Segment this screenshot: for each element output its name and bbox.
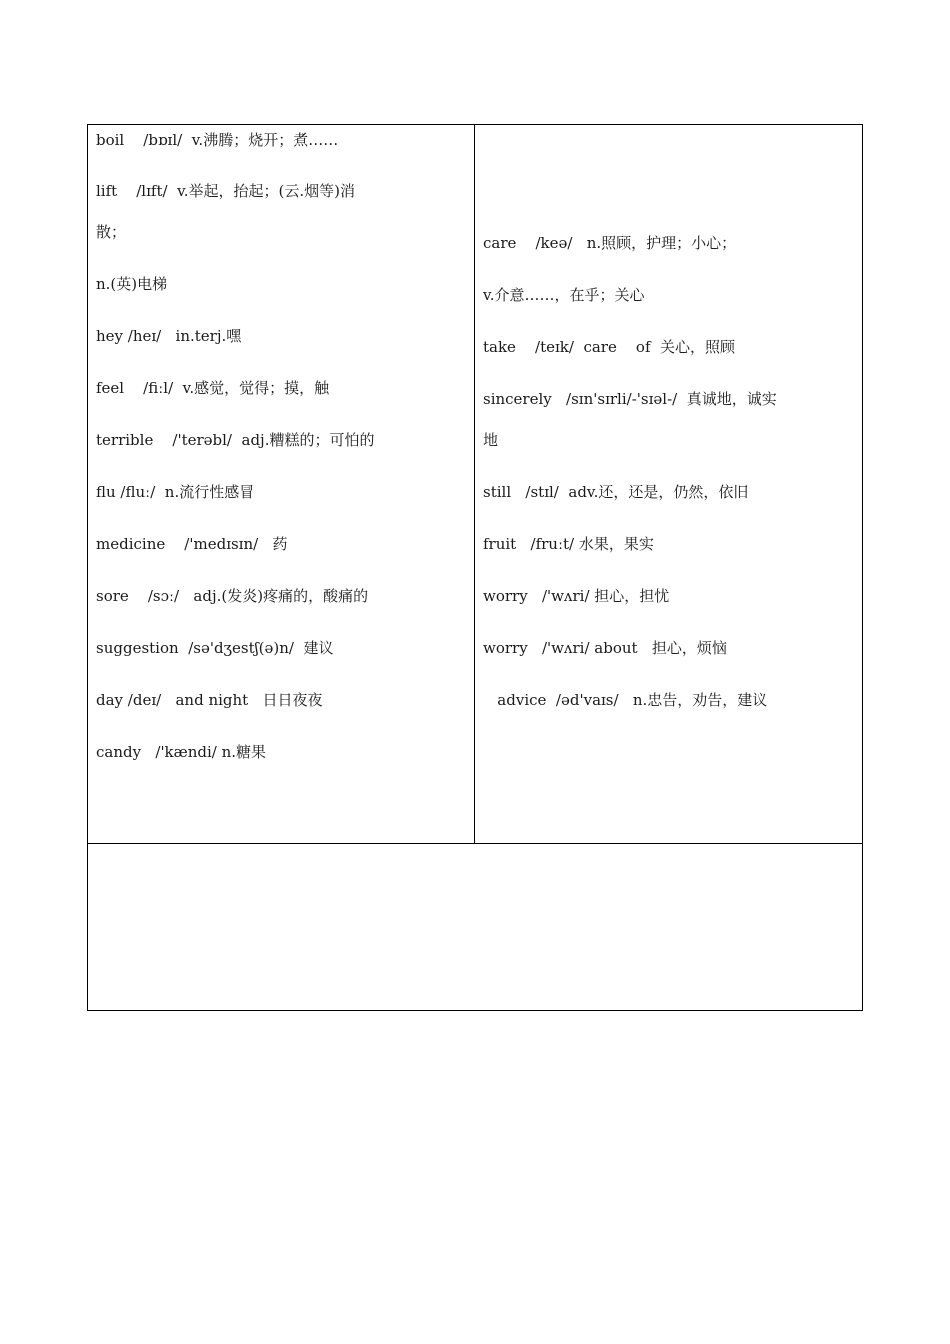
vocab-entry-care: care /keə/ n.照顾，护理；小心； bbox=[483, 234, 737, 252]
vocab-entry-sincerely-cont: 地 bbox=[483, 431, 499, 449]
vocab-entry-flu: flu /fluː/ n.流行性感冒 bbox=[96, 483, 255, 501]
vocab-entry-take-care-of: take /teɪk/ care of 关心，照顾 bbox=[483, 338, 736, 356]
vocab-entry-worry: worry /'wʌri/ 担心，担忧 bbox=[483, 587, 670, 605]
vocab-entry-suggestion: suggestion /sə'dʒestʃ(ə)n/ 建议 bbox=[96, 639, 334, 657]
vocab-entry-worry-about: worry /'wʌri/ about 担心，烦恼 bbox=[483, 639, 727, 657]
vocab-entry-candy: candy /'kændi/ n.糖果 bbox=[96, 743, 267, 761]
vocab-entry-terrible: terrible /'terəbl/ adj.糟糕的；可怕的 bbox=[96, 431, 375, 449]
vocab-entry-lift-noun: n.(英)电梯 bbox=[96, 275, 168, 293]
vocab-entry-feel: feel /fiːl/ v.感觉，觉得；摸，触 bbox=[96, 379, 330, 397]
empty-bottom-cell bbox=[88, 843, 862, 1011]
vocab-cell-right bbox=[475, 125, 862, 843]
vocab-entry-lift: lift /lɪft/ v.举起，抬起；(云.烟等)消 bbox=[96, 182, 356, 200]
vocab-entry-sincerely: sincerely /sɪn'sɪrli/-'sɪəl-/ 真诚地，诚实 bbox=[483, 390, 777, 408]
vocab-entry-day-and-night: day /deɪ/ and night 日日夜夜 bbox=[96, 691, 323, 709]
vocab-entry-fruit: fruit /fruːt/ 水果，果实 bbox=[483, 535, 654, 553]
vocab-entry-lift-cont: 散； bbox=[96, 223, 127, 241]
vocab-entry-boil: boil /bɒɪl/ v.沸腾；烧开；煮…… bbox=[96, 131, 339, 149]
vocab-entry-advice: advice /əd'vaɪs/ n.忠告，劝告，建议 bbox=[483, 691, 768, 709]
vocab-entry-still: still /stɪl/ adv.还，还是，仍然，依旧 bbox=[483, 483, 749, 501]
vocab-entry-hey: hey /heɪ/ in.terj.嘿 bbox=[96, 327, 242, 345]
vocab-entry-sore: sore /sɔː/ adj.(发炎)疼痛的，酸痛的 bbox=[96, 587, 369, 605]
vocab-entry-care-verb: v.介意……，在乎；关心 bbox=[483, 286, 645, 304]
vocabulary-table bbox=[87, 124, 863, 1011]
vocab-cell-left bbox=[88, 125, 475, 843]
vocab-entry-medicine: medicine /'medɪsɪn/ 药 bbox=[96, 535, 288, 553]
